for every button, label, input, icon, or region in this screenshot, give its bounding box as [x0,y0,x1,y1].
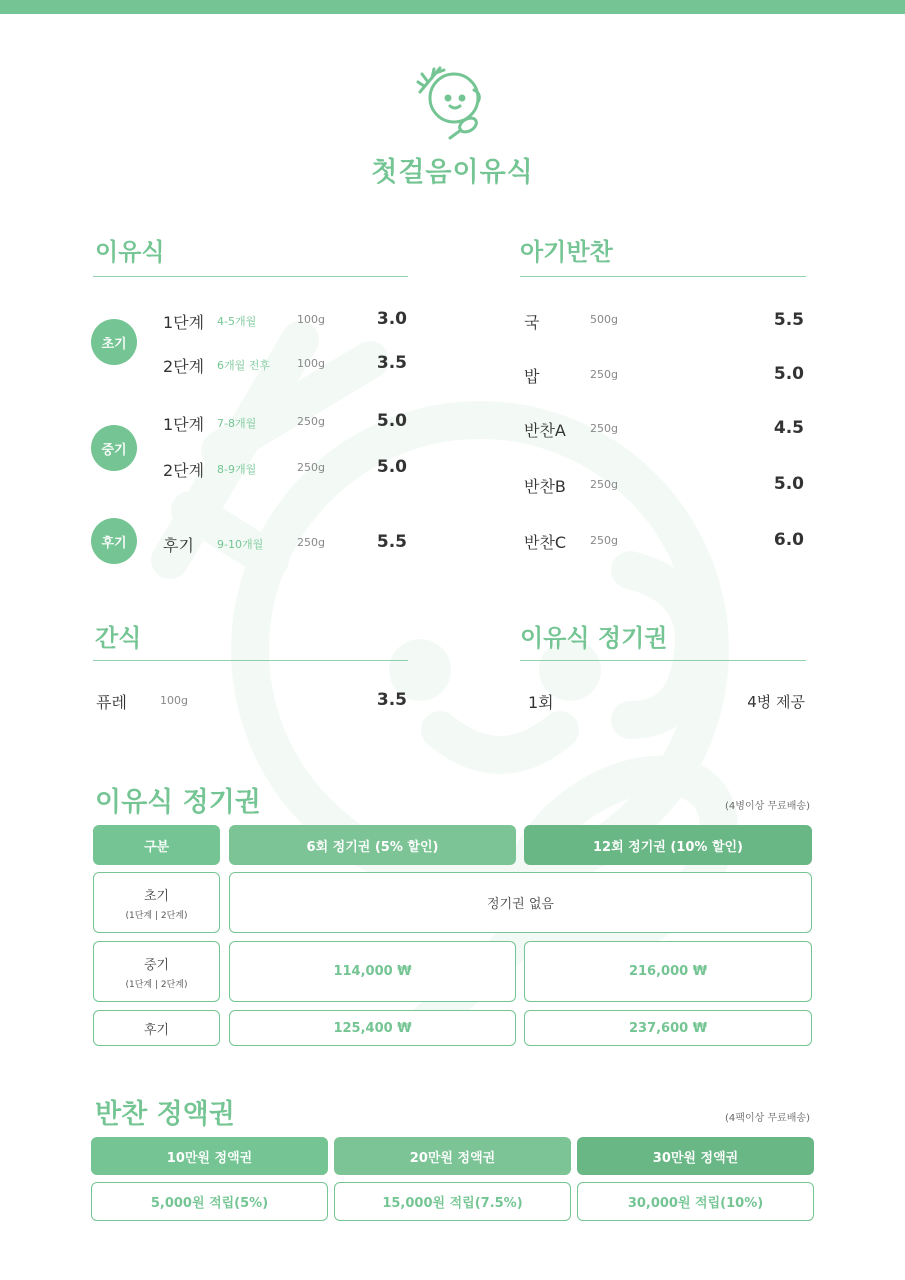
table-row-label-late [93,1010,220,1046]
side-voucher-title: 반찬 정액권 [95,1099,235,1130]
item-age: 6개월 전후 [217,359,270,372]
item-price: 5.0 [773,474,804,494]
item-name: 반찬C [524,533,567,552]
item-weight: 250g [297,536,325,549]
item-weight: 250g [590,534,618,547]
item-price: 3.5 [376,690,407,710]
side-dishes-divider [520,276,806,277]
subscription-table-title: 이유식 정기권 [95,787,261,818]
item-name: 밥 [524,367,540,386]
item-name: 후기 [163,536,194,555]
item-price: 5.0 [376,411,407,431]
table-cell-price: 125,400 ₩ [229,1010,516,1046]
item-weight: 500g [590,313,618,326]
item-weight: 250g [590,422,618,435]
baby-spoon-logo-icon [410,60,490,145]
snack-divider [93,660,408,661]
item-age: 4-5개월 [217,315,257,328]
row-sublabel: (1단계 | 2단계) [125,910,188,921]
item-price: 3.0 [376,309,407,329]
item-name: 1회 [528,693,554,712]
brand-title: 첫걸음이유식 [371,157,534,188]
voucher-value-300k: 30,000원 적립(10%) [577,1182,814,1221]
item-price: 3.5 [376,353,407,373]
item-price: 5.5 [773,310,804,330]
item-weight: 250g [297,415,325,428]
table-header-category: 구분 [93,825,220,865]
table-row-label-early [93,872,220,933]
item-name: 1단계 [163,313,205,332]
item-weight: 250g [297,461,325,474]
subscription-note: (4병이상 무료배송) [725,801,810,812]
item-price: 5.5 [376,532,407,552]
voucher-value-100k: 5,000원 적립(5%) [91,1182,328,1221]
item-price: 5.0 [773,364,804,384]
item-weight: 250g [590,478,618,491]
table-cell-no-subscription: 정기권 없음 [229,872,812,933]
snack-title: 간식 [95,624,142,652]
voucher-header-300k: 30만원 정액권 [577,1137,814,1175]
top-accent-bar [0,0,905,14]
table-cell-price: 114,000 ₩ [229,941,516,1002]
stage-badge-late: 후기 [91,518,137,564]
side-voucher-note: (4팩이상 무료배송) [725,1113,810,1124]
item-weight: 100g [297,357,325,370]
baby-food-divider [93,276,408,277]
table-row-label-middle [93,941,220,1002]
stage-badge-middle: 중기 [91,425,137,471]
side-dishes-title: 아기반찬 [520,238,613,266]
table-cell-price: 216,000 ₩ [524,941,812,1002]
stage-badge-early: 초기 [91,319,137,365]
item-age: 8-9개월 [217,463,257,476]
item-weight: 100g [297,313,325,326]
item-name: 퓨레 [96,693,127,712]
row-label: 중기 [143,957,170,973]
baby-food-title: 이유식 [95,238,165,266]
item-weight: 250g [590,368,618,381]
subscription-short-divider [520,660,806,661]
table-header-12-times: 12회 정기권 (10% 할인) [524,825,812,865]
item-name: 국 [524,313,540,332]
item-value: 4병 제공 [747,693,805,711]
item-name: 2단계 [163,357,205,376]
item-name: 2단계 [163,461,205,480]
table-header-6-times: 6회 정기권 (5% 할인) [229,825,516,865]
item-age: 7-8개월 [217,417,257,430]
item-price: 4.5 [773,418,804,438]
table-cell-price: 237,600 ₩ [524,1010,812,1046]
item-age: 9-10개월 [217,538,264,551]
row-label: 초기 [143,888,170,904]
item-price: 5.0 [376,457,407,477]
voucher-header-100k: 10만원 정액권 [91,1137,328,1175]
row-sublabel: (1단계 | 2단계) [125,979,188,990]
voucher-value-200k: 15,000원 적립(7.5%) [334,1182,571,1221]
item-name: 반찬B [524,477,566,496]
item-name: 반찬A [524,421,566,440]
voucher-header-200k: 20만원 정액권 [334,1137,571,1175]
item-weight: 100g [160,694,188,707]
row-label: 후기 [143,1022,170,1038]
item-price: 6.0 [773,530,804,550]
subscription-short-title: 이유식 정기권 [520,624,668,652]
item-name: 1단계 [163,415,205,434]
